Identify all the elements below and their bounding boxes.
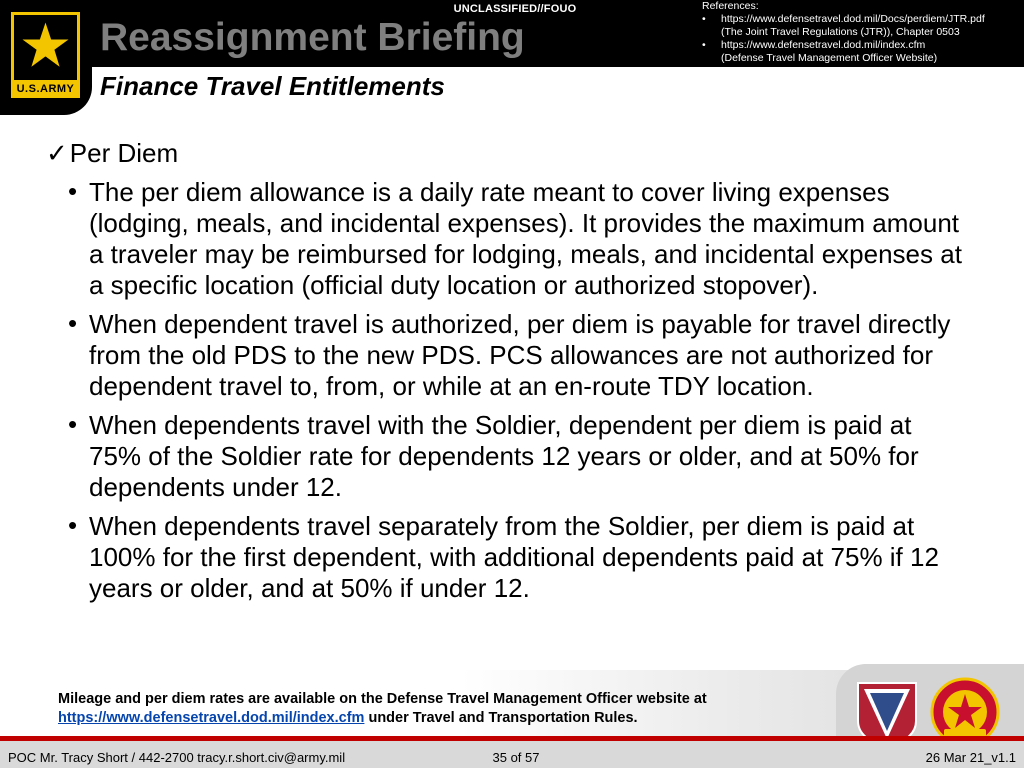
army-logo-text: U.S.ARMY bbox=[11, 80, 80, 98]
checkmark-icon: ✓ bbox=[46, 138, 68, 168]
reference-desc: (Defense Travel Management Officer Website) bbox=[721, 52, 938, 64]
topic-heading bbox=[46, 137, 178, 169]
bullet-text: When dependents travel with the Soldier, dependent per diem is paid at 75% of the Soldier rate for dependents 12 years or older, and at 50% for dependents under 12. bbox=[89, 410, 919, 502]
topic-label: Per Diem bbox=[69, 138, 179, 168]
version-date: 26 Mar 21_v1.1 bbox=[925, 750, 1016, 765]
slide-title: Reassignment Briefing bbox=[100, 16, 525, 59]
note-text: Mileage and per diem rates are available on the Defense Travel Management Officer website at bbox=[58, 691, 707, 707]
bullet-icon: • bbox=[702, 39, 706, 51]
bullet-text: When dependents travel separately from the Soldier, per diem is paid at 100% for the first dependent, with additional dependents paid at 75% if 12 years or older, and at 50% if under 12. bbox=[89, 511, 939, 603]
reference-item bbox=[702, 39, 1020, 65]
bullet-text: When dependent travel is authorized, per diem is payable for travel directly from the old PDS to the new PDS. PCS allowances are not authorized for dependent travel to, from, or while at an en-route TDY location. bbox=[89, 309, 951, 401]
note-text-end: under Travel and Transportation Rules. bbox=[364, 710, 638, 726]
reference-url[interactable]: https://www.defensetravel.dod.mil/Docs/perdiem/JTR.pdf bbox=[721, 13, 985, 25]
reference-desc: (The Joint Travel Regulations (JTR)), Chapter 0503 bbox=[721, 26, 960, 38]
dtmo-link[interactable]: https://www.defensetravel.dod.mil/index.cfm bbox=[58, 710, 365, 726]
bullet-text: The per diem allowance is a daily rate meant to cover living expenses (lodging, meals, and incidental expenses). It provides the maximum amount a traveler may be reimbursed for lodging, meals, and incidental expenses at a specific location (official duty location or authorized stopover). bbox=[89, 177, 962, 300]
bullet-icon: • bbox=[702, 13, 706, 25]
rates-note bbox=[58, 690, 833, 728]
bullet-icon: • bbox=[68, 308, 78, 338]
poc-contact: POC Mr. Tracy Short / 442-2700 tracy.r.short.civ@army.mil bbox=[8, 750, 346, 765]
list-item bbox=[64, 309, 969, 402]
bullet-icon: • bbox=[68, 176, 78, 206]
reference-url[interactable]: https://www.defensetravel.dod.mil/index.cfm bbox=[721, 39, 926, 51]
references-heading: References: bbox=[702, 0, 759, 12]
list-item bbox=[64, 511, 969, 604]
bullet-icon: • bbox=[68, 510, 78, 540]
army-logo bbox=[0, 0, 92, 115]
classification-marking: UNCLASSIFIED//FOUO bbox=[453, 3, 577, 15]
bullet-list bbox=[64, 177, 969, 612]
reference-item bbox=[702, 13, 1020, 39]
list-item bbox=[64, 410, 969, 503]
references-box bbox=[702, 0, 1020, 65]
list-item bbox=[64, 177, 969, 301]
bullet-icon: • bbox=[68, 409, 78, 439]
slide-subtitle: Finance Travel Entitlements bbox=[100, 71, 445, 101]
page-number: 35 of 57 bbox=[492, 750, 540, 765]
